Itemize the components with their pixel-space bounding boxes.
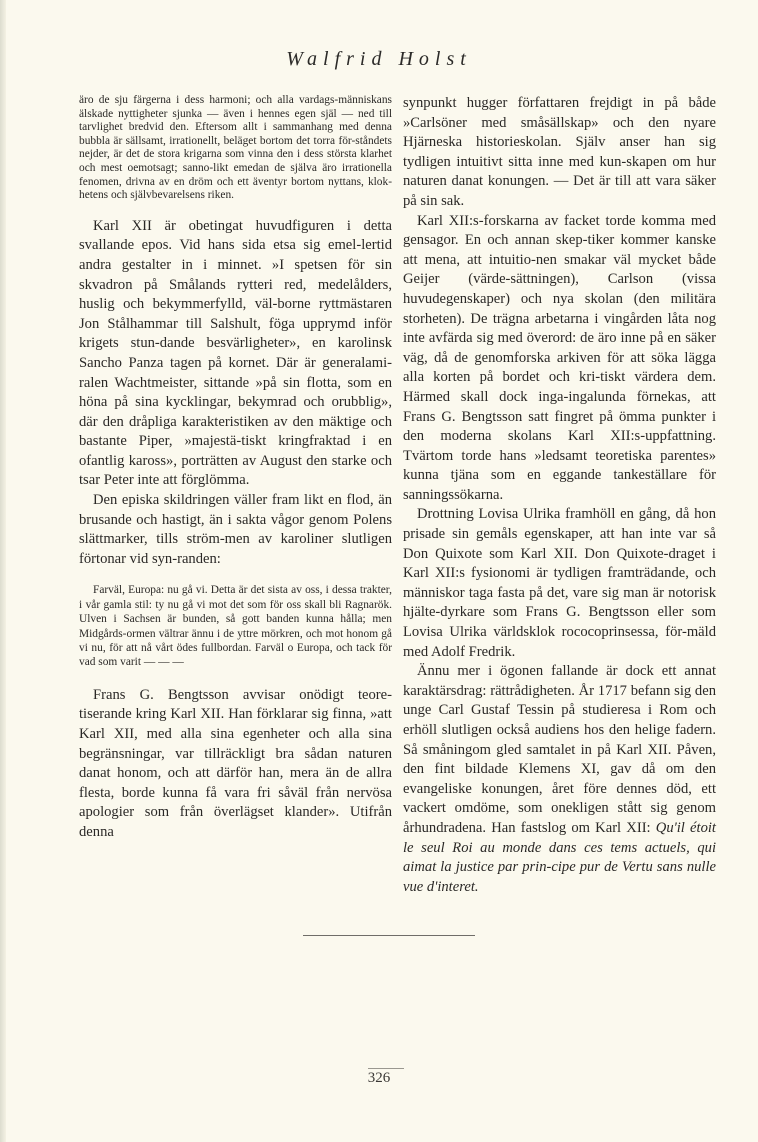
paragraph-bengtsson-avvisar: Frans G. Bengtsson avvisar onödigt teore-tiserande kring Karl XII. Han förklarar sig finna, »att Karl XII, med alla sina egenheter och alla sina begränsningar, var tillräckligt bra sådan naturen danat honom, och att därför han, mera än de allra flesta, borde kunna få vara fri såväl från nervösa apologier som från överlägset klander». Utifrån denna <box>79 686 392 841</box>
page-number: 326 <box>367 1070 391 1086</box>
page-edge <box>0 0 6 1142</box>
paragraph-continuation: synpunkt hugger författaren frejdigt in på både »Carlsöner med småsällskap» och den nyare Hjärneska historieskolan. Själv anser han sig tydligen intuitivt sitta inne med kun-skapen om hur naturen danat konungen. — Det är till att vara säker på sin sak. <box>403 95 716 209</box>
left-column <box>79 94 392 843</box>
page-number-rule <box>368 1068 404 1069</box>
block-quote-farval-europa: Farväl, Europa: nu gå vi. Detta är det sista av oss, i dessa trakter, i vår gamla stil: ty nu gå vi mot det som för oss skall bli Ragnarök. Ulven i Sachsen är bunden, så gott banden kunna hålla; men Midgårds-ormen vältrar ännu i de yttre mörkren, och mot honom gå vi nu, för att nå vårt ödes fullbordan. Farväl o Europa, och tack för vad som varit — — — <box>79 584 392 669</box>
paragraph-rattradigheten-text: Ännu mer i ögonen fallande är dock ett annat karaktärsdrag: rättrådigheten. År 1717 befann sig den unge Carl Gustaf Tessin på studieresa i Rom och erhöll slutligen också audiens hos den helige fadern. Så småningom gled samtalet in på Karl XII. Påven, den fint bildade Klemens XI, gav då om den evangeliske konungen, året före dennes död, ett vackert omdöme, som onekligen stått sig genom århundradena. Han fastslog om Karl XII: <box>403 663 716 836</box>
french-quotation: Qu'il étoit le seul Roi au monde dans ces tems actuels, qui aimat la justice par prin-cipe pur de Vertu sans nulle vue d'interet. <box>403 819 716 895</box>
intro-small-text: äro de sju färgerna i dess harmoni; och alla vardags-människans älskade nyttigheter sjunka — även i hennes egen själ — ned till tarvlighet bredvid den. Eftersom allt i sammanhang med denna bubbla är sällsamt, irrationellt, beläget bortom det torra för-ståndets nejder, är det de stora krigarna som vinna den i dess största klarhet och mest oemotsagt; sanno-likt emedan de själva äro irrationella fenomen, drivna av en dröm och ett äventyr bortom nyttans, klok-hetens och självbevarelsens riken. <box>79 94 392 202</box>
paragraph-lovisa-ulrika: Drottning Lovisa Ulrika framhöll en gång, då hon prisade sin gemåls egenskaper, att han inte var så Don Quixote som Karl XII. Don Quixote-draget i Karl XII:s fysionomi är tydligen framträdande, och människor taga fasta på det, vare sig man är notorisk hjälte-dyrkare som Frans G. Bengtsson eller som Lovisa Ulrika världsklok rococoprinsessa, för-mäld med Adolf Fredrik. <box>403 506 716 660</box>
end-of-article-rule <box>303 935 475 936</box>
right-column <box>403 94 716 897</box>
paragraph-forskarna: Karl XII:s-forskarna av facket torde komma med gensagor. En och annan skep-tiker kommer kanske att mena, att intuitio-nen smakar väl mycket både Geijer (värde-sättningen), Carlson (vissa huvudegenskaper) och nya skolan (den militära storheten). De trägna arbetarna i vingården låta nog inte avfärda sig med överord: de äro inne på en säker väg, då de genomforska arkiven för att söka lägga alla korten på bordet och kri-tiskt värdera dem. Härmed skall dock inga-ingalunda förnekas, att Frans G. Bengtsson satt fingret på ömma punkter i den moderna skolans Karl XII:s-uppfattning. Tvärtom torde hans »ledsamt teoretiska parentes» kunna tjäna som en eggande tankeställare för sanningssökarna. <box>403 212 716 503</box>
running-head-author: Walfrid Holst <box>286 48 472 70</box>
paragraph-episka-skildringen: Den episka skildringen väller fram likt en flod, än brusande och hastigt, än i sakta vågor genom Polens slättmarker, tills ström-men av karoliner slutligen förtonar vid syn-randen: <box>79 492 392 567</box>
paragraph-karl-xii-epos: Karl XII är obetingat huvudfiguren i detta svallande epos. Vid hans sida etsa sig emel-lertid andra gestalter in i minnet. »I spetsen för sin skvadron på Smålands rytteri red, medelålders, huslig och bekymmerfylld, väl-borne ryttmästaren Jon Stålhammar till Salshult, föga upprymd inför krigets stun-dande besvärligheter», en karolinsk Sancho Panza tagen på kornet. Där är generalami-ralen Wachtmeister, sittande »på sin flotta, som en höna på sina kycklingar, bekymrad och orubblig», där den dråpliga karakteristiken av den mäktige och bastante Piper, »majestä-tiskt kringfraktad i en ofantlig kaross», porträtten av August den starke och tsar Peter inte att förglömma. <box>79 217 392 489</box>
paragraph-rattradigheten <box>403 662 716 897</box>
